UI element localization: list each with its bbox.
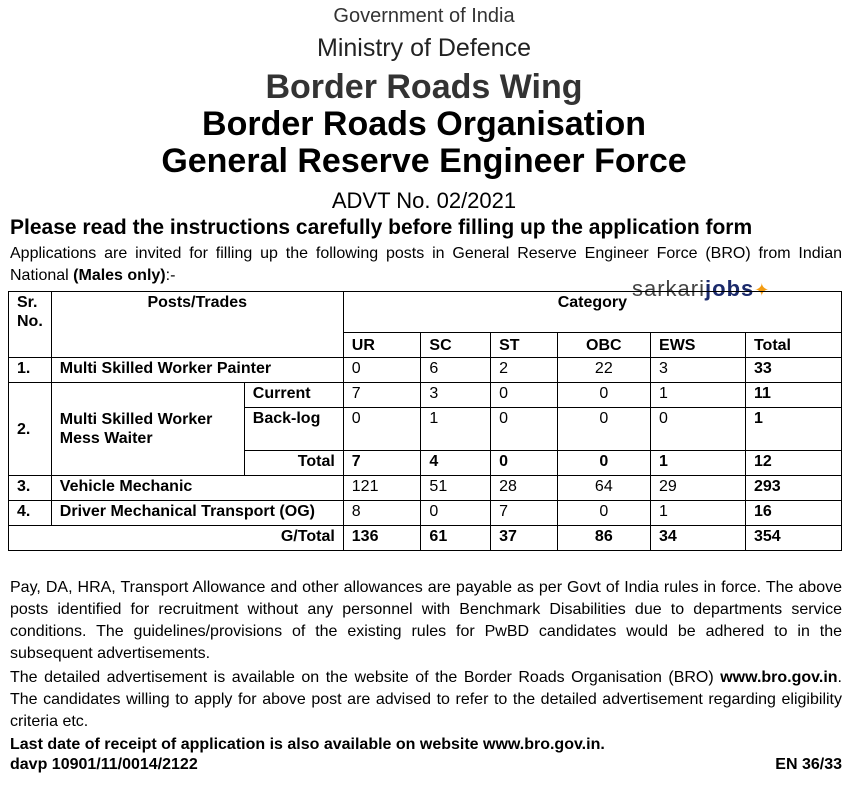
row2-current-label: Current (244, 383, 343, 408)
row1-sr: 1. (9, 358, 52, 383)
intro-tail: :- (165, 267, 176, 284)
row2-total-ews: 1 (651, 451, 746, 476)
advt-number: ADVT No. 02/2021 (331, 188, 517, 213)
logo-part1: sarkari (632, 276, 706, 301)
header-col-obc: OBC (557, 333, 650, 358)
row2-current-ews: 1 (651, 383, 746, 408)
row3-sc: 51 (421, 476, 491, 501)
row3-ur: 121 (343, 476, 421, 501)
row4-post: Driver Mechanical Transport (OG) (51, 501, 343, 526)
website-text: The detailed advertisement is available on the website of the Border Roads Organisation (BRO) (10, 669, 721, 686)
grand-total: 354 (745, 526, 841, 551)
header-wing: Border Roads Wing (265, 68, 583, 106)
posts-table (8, 291, 842, 551)
grand-obc: 86 (557, 526, 650, 551)
row3-sr: 3. (9, 476, 52, 501)
header-col-sc: SC (421, 333, 491, 358)
website-paragraph (10, 667, 842, 733)
intro-text: Applications are invited for filling up the following posts in General Reserve Engineer Force (BRO) from Indian National (10, 245, 842, 284)
row3-obc: 64 (557, 476, 650, 501)
intro-males-only: (Males only) (73, 267, 166, 284)
table-row (9, 383, 842, 408)
row2-sr: 2. (9, 383, 52, 476)
row2-backlog-st: 0 (491, 408, 558, 451)
pay-allowances-paragraph: Pay, DA, HRA, Transport Allowance and other allowances are payable as per Govt of India rules in force. The above posts identified for recruitment without any personnel with Benchmark Disabilities due to departments service conditions. The guidelines/provisions of the existing rules for PwBD candidates would be adhered to in the subsequent advertisements. (10, 579, 842, 662)
row2-backlog-ur: 0 (343, 408, 421, 451)
row3-post: Vehicle Mechanic (51, 476, 343, 501)
row1-sc: 6 (421, 358, 491, 383)
row4-st: 7 (491, 501, 558, 526)
header-government: Government of India (333, 5, 515, 27)
header-col-ews: EWS (651, 333, 746, 358)
en-code: EN 36/33 (775, 756, 842, 773)
grand-ur: 136 (343, 526, 421, 551)
row4-total: 16 (745, 501, 841, 526)
website-tail: . The candidates willing to apply for above post are advised to refer to the detailed advertisement regarding eligibility criteria etc. (10, 669, 842, 730)
row2-total-total: 12 (745, 451, 841, 476)
row2-current-sc: 3 (421, 383, 491, 408)
row1-ur: 0 (343, 358, 421, 383)
row3-total: 293 (745, 476, 841, 501)
row2-total-label: Total (244, 451, 343, 476)
row1-obc: 22 (557, 358, 650, 383)
row2-current-obc: 0 (557, 383, 650, 408)
row4-sc: 0 (421, 501, 491, 526)
row2-current-total: 11 (745, 383, 841, 408)
header-posts-trades: Posts/Trades (51, 292, 343, 358)
row3-st: 28 (491, 476, 558, 501)
footer (10, 756, 842, 774)
header-category: Category (343, 292, 841, 333)
table-row (9, 476, 842, 501)
row2-total-st: 0 (491, 451, 558, 476)
grand-st: 37 (491, 526, 558, 551)
row2-current-ur: 7 (343, 383, 421, 408)
row2-backlog-ews: 0 (651, 408, 746, 451)
row2-total-ur: 7 (343, 451, 421, 476)
star-icon: ✦ (754, 280, 770, 300)
header-ministry: Ministry of Defence (317, 34, 531, 62)
table-header-row (9, 292, 842, 333)
row4-ur: 8 (343, 501, 421, 526)
header-col-total: Total (745, 333, 841, 358)
row4-sr: 4. (9, 501, 52, 526)
row2-backlog-sc: 1 (421, 408, 491, 451)
row4-obc: 0 (557, 501, 650, 526)
logo-part2: jobs (705, 276, 755, 301)
row4-ews: 1 (651, 501, 746, 526)
header-force: General Reserve Engineer Force (161, 142, 687, 180)
instructions-heading: Please read the instructions carefully before filling up the application form (10, 216, 753, 239)
row1-st: 2 (491, 358, 558, 383)
header-sr-no: Sr. No. (9, 292, 52, 358)
grand-total-label: G/Total (9, 526, 344, 551)
row2-backlog-obc: 0 (557, 408, 650, 451)
row2-total-obc: 0 (557, 451, 650, 476)
row2-current-st: 0 (491, 383, 558, 408)
row1-ews: 3 (651, 358, 746, 383)
row3-ews: 29 (651, 476, 746, 501)
row1-total: 33 (745, 358, 841, 383)
davp-code: davp 10901/11/0014/2122 (10, 756, 198, 773)
row2-backlog-total: 1 (745, 408, 841, 451)
header-col-ur: UR (343, 333, 421, 358)
table-row (9, 358, 842, 383)
grand-ews: 34 (651, 526, 746, 551)
table-row (9, 526, 842, 551)
website-link[interactable]: www.bro.gov.in (720, 669, 838, 686)
row1-post: Multi Skilled Worker Painter (51, 358, 343, 383)
header-col-st: ST (491, 333, 558, 358)
last-date-notice: Last date of receipt of application is also available on website www.bro.gov.in. (10, 736, 605, 753)
row2-post: Multi Skilled Worker Mess Waiter (51, 383, 244, 476)
table-row (9, 501, 842, 526)
row2-backlog-label: Back-log (244, 408, 343, 451)
header-organisation: Border Roads Organisation (202, 105, 646, 143)
row2-total-sc: 4 (421, 451, 491, 476)
grand-sc: 61 (421, 526, 491, 551)
